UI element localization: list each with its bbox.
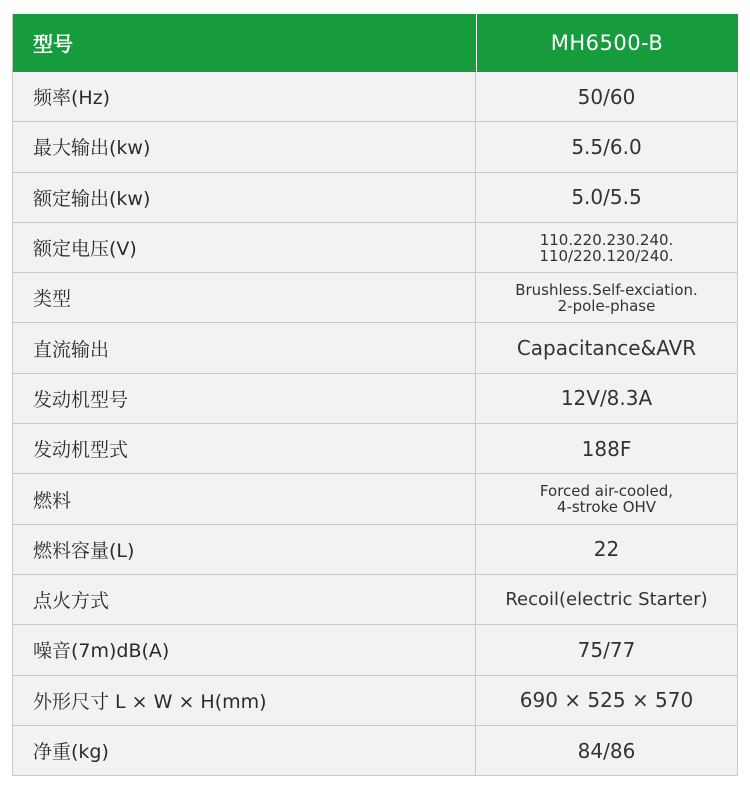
row-value: [476, 273, 738, 323]
row-value: 75/77: [476, 625, 738, 675]
row-key: 额定电压(V): [12, 223, 476, 273]
row-key: 噪音(7m)dB(A): [12, 625, 476, 675]
row-value: 5.5/6.0: [476, 122, 738, 172]
row-value: 690 × 525 × 570: [476, 676, 738, 726]
row-value: 84/86: [476, 726, 738, 776]
row-value: 188F: [476, 424, 738, 474]
row-value-line: Forced air-cooled,: [539, 482, 674, 501]
table-row: [12, 474, 738, 524]
table-row: [12, 173, 738, 223]
table-row: [12, 525, 738, 575]
header-key: 型号: [12, 14, 476, 72]
table-row: [12, 726, 738, 776]
row-value: Capacitance&AVR: [476, 323, 738, 373]
row-key: 额定输出(kw): [12, 173, 476, 223]
row-value: 12V/8.3A: [476, 374, 738, 424]
row-key: 发动机型号: [12, 374, 476, 424]
row-value: 22: [476, 525, 738, 575]
row-value: [476, 223, 738, 273]
row-value: [476, 474, 738, 524]
table-row: [12, 122, 738, 172]
header-model: MH6500-B: [476, 14, 738, 72]
table-row: [12, 575, 738, 625]
row-value-line: 2-pole-phase: [557, 296, 656, 315]
table-row: [12, 273, 738, 323]
table-header: [12, 14, 738, 72]
row-key: 燃料容量(L): [12, 525, 476, 575]
table-row: [12, 625, 738, 675]
row-key: 发动机型式: [12, 424, 476, 474]
row-key: 类型: [12, 273, 476, 323]
row-key: 点火方式: [12, 575, 476, 625]
row-key: 直流输出: [12, 323, 476, 373]
table-row: [12, 374, 738, 424]
table-row: [12, 424, 738, 474]
row-key: 燃料: [12, 474, 476, 524]
row-value: Recoil(electric Starter): [476, 575, 738, 625]
row-value-line: 4-stroke OHV: [556, 498, 657, 517]
row-key: 频率(Hz): [12, 72, 476, 122]
row-value: 5.0/5.5: [476, 173, 738, 223]
row-key: 外形尺寸 L × W × H(mm): [12, 676, 476, 726]
row-key: 净重(kg): [12, 726, 476, 776]
row-value-line: 110.220.230.240.: [539, 230, 674, 249]
table-row: [12, 323, 738, 373]
spec-table: [12, 14, 738, 776]
table-row: [12, 72, 738, 122]
row-key: 最大输出(kw): [12, 122, 476, 172]
table-row: [12, 676, 738, 726]
row-value-line: Brushless.Self-exciation.: [515, 280, 698, 299]
row-value-line: 110/220.120/240.: [539, 246, 674, 265]
row-value: 50/60: [476, 72, 738, 122]
table-row: [12, 223, 738, 273]
